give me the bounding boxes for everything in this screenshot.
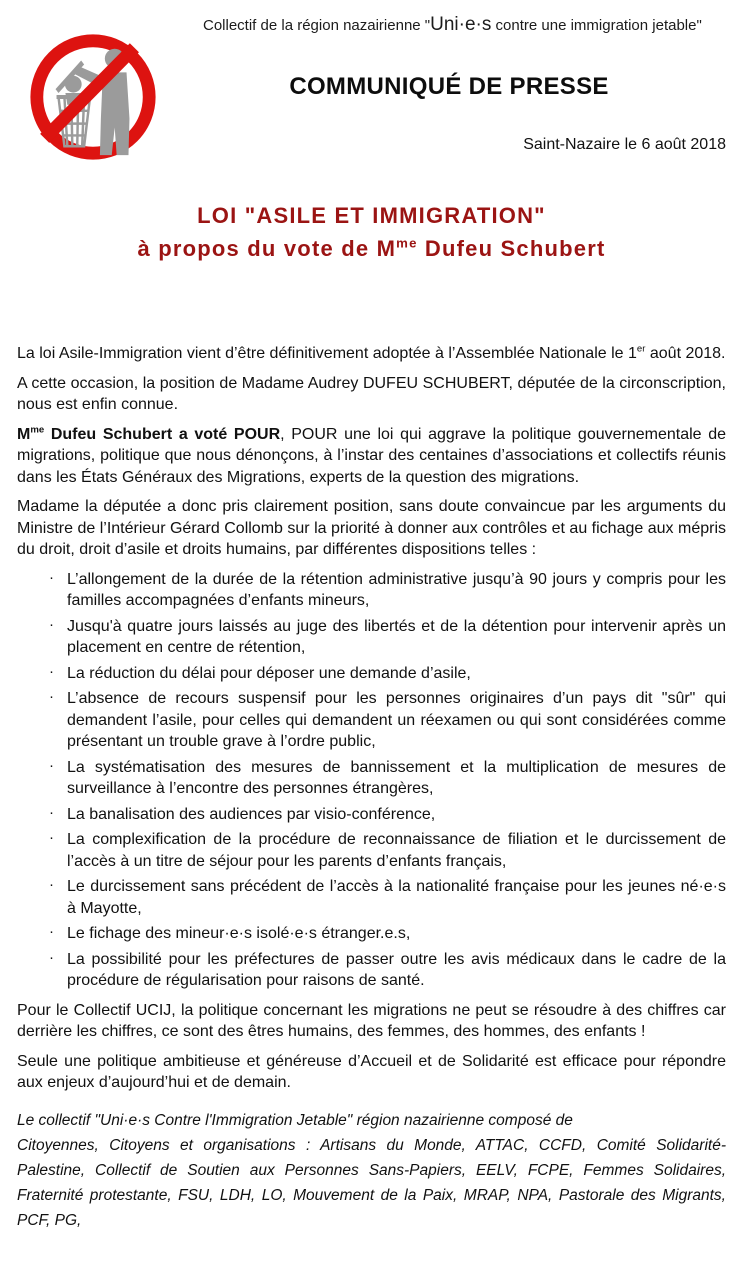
bullet-text: Le fichage des mineur·e·s isolé·e·s étranger.e.s, — [67, 925, 411, 942]
footer-members-list: Citoyennes, Citoyens et organisations : Artisans du Monde, ATTAC, CCFD, Comité Solidarité-Palestine, Collectif de Soutien aux Personnes Sans-Papiers, EELV, FCPE, Femmes Solidaires, Fraternité protestante, FSU, LDH, LO, Mouvement de la Paix, MRAP, NPA, Pastorale des Migrants, PCF, PG, — [17, 1136, 726, 1229]
list-item — [47, 949, 726, 992]
bullet-marker: · — [49, 662, 54, 680]
signature-footer — [17, 1108, 726, 1233]
paragraph-position: Madame la députée a donc pris clairement position, sans doute convaincue par les arguments du Ministre de l’Intérieur Gérard Collomb sur la priorité à donner aux contrôles et au fichage aux mépris du droit, droit d’asile et droits humains, par différentes dispositions telles : — [17, 498, 726, 558]
vote-regular-text: , POUR une loi qui aggrave la politique gouvernementale de migrations, politique que nous dénonçons, à l’instar des centaines d’associations et collectifs réunis dans les États Généraux des Migrations, experts de la question des migrations. — [17, 425, 727, 486]
bullet-marker: · — [49, 756, 54, 774]
bullet-text: L’allongement de la durée de la rétention administrative jusqu’à 90 jours y compris pour les familles accompagnées d’enfants mineurs, — [67, 570, 726, 609]
paragraph-adoption-date: août 2018. — [645, 345, 726, 362]
bullet-text: Jusqu'à quatre jours laissés au juge des libertés et de la détention pour intervenir après un placement en centre de rétention, — [67, 617, 726, 656]
paragraph-adoption — [17, 343, 726, 365]
bullet-text: La possibilité pour les préfectures de passer outre les avis médicaux dans le cadre de la procédure de régularisation pour raisons de santé. — [67, 950, 726, 989]
list-item — [47, 923, 726, 945]
bullet-marker: · — [49, 923, 54, 940]
press-release-heading: COMMUNIQUÉ DE PRESSE — [289, 73, 609, 100]
collective-header — [203, 14, 726, 36]
paragraph-occasion: A cette occasion, la position de Madame Audrey DUFEU SCHUBERT, députée de la circonscription, nous est enfin connue. — [17, 374, 726, 413]
document-title-line1: LOI "ASILE ET IMMIGRATION" — [197, 203, 546, 228]
list-item — [47, 876, 726, 919]
list-item — [47, 663, 726, 685]
measures-list — [17, 569, 726, 992]
vote-bold-text: Dufeu Schubert a voté POUR — [44, 425, 281, 443]
paragraph-conclusion: Seule une politique ambitieuse et généreuse d’Accueil et de Solidarité est efficace pour répondre aux enjeux d’aujourd’hui et de demain. — [17, 1052, 726, 1091]
bullet-text: La réduction du délai pour déposer une demande d’asile, — [67, 664, 471, 682]
document-title — [17, 199, 726, 265]
paragraph-vote — [17, 424, 726, 489]
list-item — [47, 757, 726, 800]
footer-collective-line: Le collectif "Uni·e·s Contre l'Immigration Jetable" région nazairienne composé de — [17, 1111, 573, 1129]
list-item — [47, 829, 726, 872]
bullet-marker: · — [49, 803, 54, 821]
bullet-text: Le durcissement sans précédent de l’accès à la nationalité française pour les jeunes né·e·s à Mayotte, — [67, 878, 726, 917]
document-title-line2 — [17, 232, 726, 265]
paragraph-adoption-superscript: er — [636, 343, 646, 355]
dateline: Saint-Nazaire le 6 août 2018 — [523, 136, 726, 153]
document-title-line2-superscript: me — [396, 235, 418, 251]
bullet-marker: · — [49, 615, 54, 633]
collective-header-emphasis: Uni·e·s — [430, 14, 492, 35]
bullet-text: La systématisation des mesures de bannissement et la multiplication de mesures de surveillance à l’encontre des personnes étrangères, — [67, 758, 726, 797]
document-body — [17, 343, 726, 1094]
bullet-text: L’absence de recours suspensif pour les personnes originaires d’un pays dit "sûr" qui demandent l’asile, pour celles qui demandent un réexamen ou qui sont considérées comme présentant un trouble grave à l’ordre public, — [67, 690, 726, 750]
no-dumping-logo-icon — [24, 28, 162, 166]
collective-header-suffix: contre une immigration jetable" — [491, 17, 702, 34]
document-title-line2-prefix: à propos du vote de M — [137, 236, 397, 261]
bullet-marker: · — [49, 948, 54, 966]
bullet-marker: · — [49, 876, 54, 893]
paragraph-collectif-ucij: Pour le Collectif UCIJ, la politique concernant les migrations ne peut se résoudre à des chiffres car derrière les chiffres, ce sont des êtres humains, des femmes, des hommes, des enfants ! — [17, 1001, 726, 1040]
list-item — [47, 569, 726, 612]
list-item — [47, 688, 726, 753]
bullet-text: La banalisation des audiences par visio-conférence, — [67, 805, 436, 823]
paragraph-adoption-text: La loi Asile-Immigration vient d’être définitivement adoptée à l’Assemblée Nationale le 1 — [17, 345, 637, 362]
list-item — [47, 616, 726, 659]
no-dumping-logo — [24, 28, 162, 166]
bullet-text: La complexification de la procédure de reconnaissance de filiation et le durcissement de l’accès à un titre de séjour pour les parents d’enfants français, — [67, 831, 726, 870]
vote-bold-superscript: me — [30, 424, 45, 436]
vote-bold-m: M — [17, 425, 31, 443]
vote-bold-segment — [17, 426, 280, 443]
collective-header-prefix: Collectif de la région nazairienne " — [203, 17, 431, 34]
list-item — [47, 804, 726, 826]
bullet-marker: · — [49, 688, 54, 705]
document-title-line2-suffix: Dufeu Schubert — [417, 236, 606, 261]
bullet-marker: · — [49, 829, 54, 846]
bullet-marker: · — [49, 568, 54, 586]
